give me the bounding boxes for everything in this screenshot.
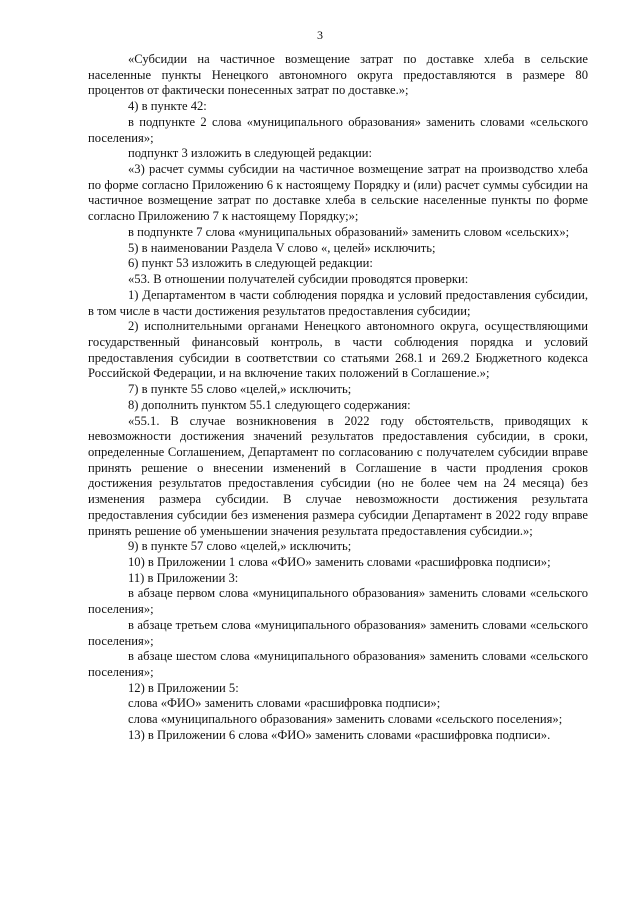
paragraph: в подпункте 2 слова «муниципального образования» заменить словами «сельского поселения»; xyxy=(88,114,588,145)
paragraph: слова «муниципального образования» заменить словами «сельского поселения»; xyxy=(128,712,563,727)
paragraph: 11) в Приложении 3: xyxy=(128,570,239,585)
paragraph: 12) в Приложении 5: xyxy=(128,680,239,695)
paragraph: 7) в пункте 55 слово «целей,» исключить; xyxy=(128,382,352,397)
paragraph: «55.1. В случае возникновения в 2022 году обстоятельств, приводящих к невозможности достижения значений результатов предоставления субсидии, в сроки, определенные Соглашением, Департамент по согласованию с получателем субсидии вправе принять решение о внесении изменений в Соглашение в части продления сроков достижения результатов предоставления субсидии (но не более чем на 24 месяца) без изменения размера субсидии. В случае невозможности достижения результата предоставления субсидии без изменения размера субсидии Департамент в 2022 году вправе принять решение об уменьшении значения результата предоставления субсидии.»; xyxy=(88,413,588,538)
paragraph: 2) исполнительными органами Ненецкого автономного округа, осуществляющими государственный финансовый контроль, в части соблюдения порядка и условий предоставления субсидии в соответствии со статьями 268.1 и 269.2 Бюджетного кодекса Российской Федерации, и на включение таких положений в Соглашение.»; xyxy=(88,319,588,381)
paragraph: 4) в пункте 42: xyxy=(128,99,207,114)
paragraph: 8) дополнить пунктом 55.1 следующего содержания: xyxy=(128,397,411,412)
paragraph: в подпункте 7 слова «муниципальных образований» заменить словом «сельских»; xyxy=(128,224,570,239)
paragraph: 9) в пункте 57 слово «целей,» исключить; xyxy=(128,539,352,554)
document-body xyxy=(88,52,588,744)
paragraph: 13) в Приложении 6 слова «ФИО» заменить словами «расшифровка подписи». xyxy=(128,727,551,742)
paragraph: 10) в Приложении 1 слова «ФИО» заменить словами «расшифровка подписи»; xyxy=(128,555,551,569)
paragraph: 1) Департаментом в части соблюдения порядка и условий предоставления субсидии, в том числе в части достижения результатов предоставления субсидии; xyxy=(88,287,588,318)
paragraph: в абзаце первом слова «муниципального образования» заменить словами «сельского поселения»; xyxy=(88,586,588,617)
paragraph: 5) в наименовании Раздела V слово «, целей» исключить; xyxy=(128,240,436,255)
paragraph: в абзаце третьем слова «муниципального образования» заменить словами «сельского поселения»; xyxy=(88,617,588,648)
paragraph: в абзаце шестом слова «муниципального образования» заменить словами «сельского поселения»; xyxy=(88,649,588,680)
paragraph: слова «ФИО» заменить словами «расшифровка подписи»; xyxy=(128,696,441,711)
paragraph: «3) расчет суммы субсидии на частичное возмещение затрат на производство хлеба по форме согласно Приложению 6 к настоящему Порядку и (или) расчет суммы субсидии на частичное возмещение затрат по доставке хлеба в сельские населенные пункты по форме согласно Приложению 7 к настоящему Порядку;»; xyxy=(88,162,588,224)
paragraph: 6) пункт 53 изложить в следующей редакции: xyxy=(128,256,373,271)
paragraph: «53. В отношении получателей субсидии проводятся проверки: xyxy=(128,272,469,287)
paragraph: подпункт 3 изложить в следующей редакции: xyxy=(128,146,372,161)
paragraph: «Субсидии на частичное возмещение затрат по доставке хлеба в сельские населенные пункты Ненецкого автономного округа предоставляются в размере 80 процентов от фактически понесенных затрат по доставке.»; xyxy=(88,52,588,98)
page-number: 3 xyxy=(317,28,323,42)
